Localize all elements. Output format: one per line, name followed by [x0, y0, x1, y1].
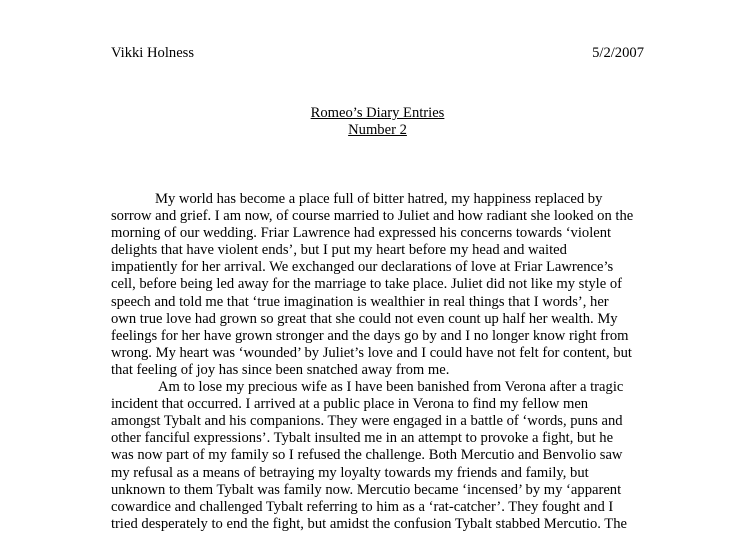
paragraph-1-line-6: cell, before being led away for the marriage to take place. Juliet did not like my style of: [111, 276, 623, 293]
paragraph-2-line-9: tried desperately to end the fight, but amidst the confusion Tybalt stabbed Mercutio. The: [111, 515, 627, 532]
page-header: [111, 44, 644, 62]
title-line-1: Romeo’s Diary Entries: [310, 105, 445, 121]
paragraph-2-line-8: cowardice and challenged Tybalt referring to him as a ‘rat-catcher’. They fought and I: [111, 498, 614, 515]
document-date: 5/2/2007: [592, 45, 644, 61]
paragraph-2-line-3: amongst Tybalt and his companions. They were engaged in a battle of ‘words, puns and: [111, 413, 623, 430]
paragraph-2-line-2: incident that occurred. I arrived at a public place in Verona to find my fellow men: [111, 396, 589, 413]
paragraph-2-line-4: other fanciful expressions’. Tybalt insulted me in an attempt to provoke a fight, but he: [111, 430, 614, 447]
paragraph-1-line-10: wrong. My heart was ‘wounded’ by Juliet’s love and I could have not felt for content, but: [111, 344, 632, 361]
paragraph-1-line-8: own true love had grown so great that she could not even count up half her wealth. My: [111, 310, 618, 327]
paragraph-1-line-1: My world has become a place full of bitter hatred, my happiness replaced by: [155, 191, 603, 207]
paragraph-2-line-1: Am to lose my precious wife as I have been banished from Verona after a tragic: [158, 379, 624, 396]
paragraph-2-line-7: unknown to them Tybalt was family now. Mercutio became ‘incensed’ by my ‘apparent: [111, 481, 622, 498]
title-line-2: Number 2: [348, 122, 407, 138]
paragraph-2-line-5: was now part of my family so I refused the challenge. Both Mercutio and Benvolio saw: [111, 447, 623, 464]
paragraph-1-line-3: morning of our wedding. Friar Lawrence had expressed his concerns towards ‘violent: [111, 225, 612, 242]
body-text: [111, 191, 656, 533]
paragraph-1-line-4: delights that have violent ends’, but I put my heart before my head and waited: [111, 242, 567, 259]
paragraph-1-line-11: that feeling of joy has since been snatched away from me.: [111, 361, 450, 378]
paragraph-1-line-7: speech and told me that ‘true imagination is wealthier in real things that I words’, her: [111, 293, 609, 310]
paragraph-1-line-5: impatiently for her arrival. We exchanged our declarations of love at Friar Lawrence’s: [111, 259, 614, 276]
author-name: Vikki Holness: [111, 45, 195, 61]
paragraph-1-line-9: feelings for her have grown stronger and the days go by and I no longer know right from: [111, 327, 629, 344]
paragraph-2-line-6: my refusal as a means of betraying my loyalty towards my friends and family, but: [111, 464, 589, 481]
paragraph-1-line-2: sorrow and grief. I am now, of course married to Juliet and how radiant she looked on the: [111, 208, 634, 225]
document-title: [0, 105, 755, 139]
